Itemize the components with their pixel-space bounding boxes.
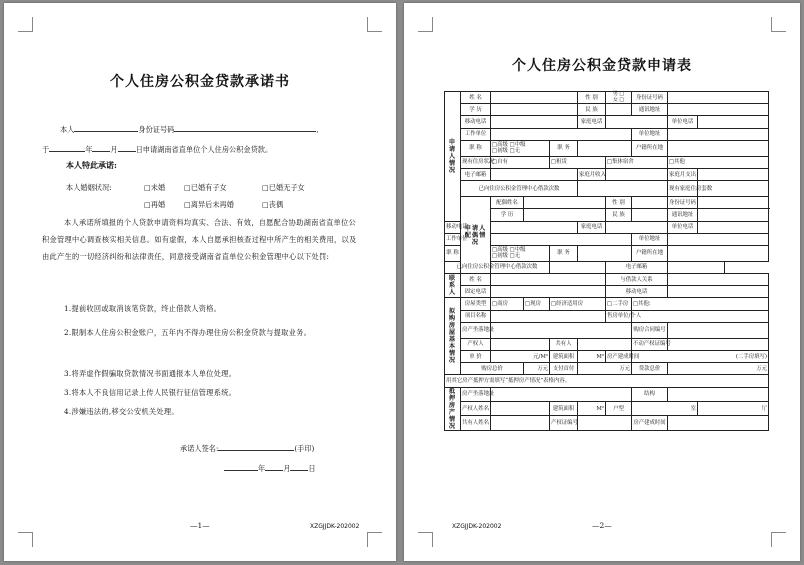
page-title: 个人住房公积金贷款申请表	[512, 58, 692, 74]
field-area[interactable]: M²	[578, 351, 606, 363]
signature-line	[180, 443, 314, 453]
label-price: 单 价	[461, 351, 491, 363]
field-position[interactable]: □高级 □中级 □初级 □无	[491, 140, 550, 156]
field-collateral-area[interactable]: M²	[578, 401, 606, 415]
field-seller[interactable]	[632, 310, 769, 322]
label-spouse-existing-loans: 已向住房公积金管理中心借款次数	[445, 261, 550, 273]
label-owner: 产权人	[461, 338, 491, 350]
collateral-note: 用其它房产抵押方需填写“抵押房产情况”表格内容。	[445, 375, 769, 387]
field-collateral-cert[interactable]	[578, 416, 632, 430]
label-spouse-gender: 性 别	[606, 197, 632, 209]
label-down: 支付首付	[550, 363, 578, 375]
crop-mark	[418, 532, 433, 547]
option-ready-house[interactable]: □现房	[524, 298, 550, 310]
label-education: 学 历	[461, 104, 491, 116]
page-application	[404, 3, 800, 561]
field-halls[interactable]: 厅	[698, 401, 769, 415]
label-contact-relation: 与借款人关系	[606, 274, 668, 286]
field-collateral-owner[interactable]	[491, 401, 550, 415]
field-education[interactable]	[491, 104, 578, 116]
field-location[interactable]	[491, 322, 632, 338]
field-owner[interactable]	[491, 338, 550, 350]
field-co-owner[interactable]	[578, 338, 632, 350]
option-other[interactable]: □其他	[668, 156, 769, 168]
commitment-paragraph: 本人承诺所填报的个人贷款申请资料均真实、合法、有效，自愿配合协助湖南省直单位公积金管理中心调查核实相关信息。如有虚假，本人自愿承担核查过程中所产生的相关费用，以及由此产生的一切经济纠纷和法律责任，同意接受湖南省直单位公积金管理中心以下处罚:	[42, 218, 357, 262]
label-spouse-employer: 工作单位	[445, 233, 461, 245]
marital-option: □再婚	[144, 200, 166, 209]
label-total: 购房总价	[461, 363, 524, 375]
month-blank	[265, 463, 283, 471]
field-spouse-mobile[interactable]	[491, 221, 578, 233]
field-spouse-gender[interactable]	[632, 197, 668, 209]
field-spouse-email[interactable]	[668, 261, 725, 273]
month-blank	[92, 144, 110, 152]
field-family-expense[interactable]	[698, 168, 769, 180]
label-mobile: 移动电话	[461, 116, 491, 128]
label-collateral-built: 房产建成时间	[632, 416, 668, 430]
label-collateral-co-owner: 共有人姓名	[461, 416, 491, 430]
field-built[interactable]: (二手房填写)	[632, 351, 769, 363]
field-spouse-mail-address[interactable]	[698, 209, 769, 221]
field-gender[interactable]: 男 □ 女 □	[606, 92, 632, 104]
label-gender: 性 别	[578, 92, 606, 104]
label-hukou: 户籍所在地	[632, 140, 668, 156]
label-employer: 工作单位	[461, 128, 491, 140]
field-spouse-ethnic[interactable]	[632, 209, 668, 221]
label-house-type: 房屋类型	[461, 298, 491, 310]
name-blank	[74, 124, 138, 132]
label: 月	[283, 464, 291, 473]
id-blank	[174, 124, 316, 132]
page-number: —2—	[592, 521, 612, 530]
field-work-phone[interactable]	[698, 116, 769, 128]
label-spouse-home-phone: 家庭电话	[578, 221, 606, 233]
label-built: 房产建成时间	[606, 351, 632, 363]
field-email[interactable]	[491, 168, 578, 180]
label: 年	[258, 464, 266, 473]
field-cert-no[interactable]	[668, 338, 769, 350]
field-down[interactable]: 万元	[578, 363, 632, 375]
label-spouse-id: 身份证号码	[668, 197, 698, 209]
field-structure[interactable]	[668, 387, 769, 401]
label-loan: 贷款总价	[632, 363, 668, 375]
application-form	[444, 91, 769, 431]
field-total[interactable]: 万元	[524, 363, 550, 375]
label-collateral-area: 建筑面积	[550, 401, 578, 415]
label-contact-phone: 固定电话	[461, 286, 491, 298]
field-spouse-employer[interactable]	[491, 233, 632, 245]
label-family-houses: 现有家庭住房套数	[668, 181, 698, 197]
label-location: 房产坐落地址	[461, 322, 491, 338]
field-family-income[interactable]	[606, 168, 668, 180]
label-collateral-location: 房产坐落地址	[461, 387, 491, 401]
option-owned[interactable]: □自有	[491, 156, 550, 168]
field-spouse-id[interactable]	[698, 197, 769, 209]
crop-mark	[367, 532, 382, 547]
label-employer-address: 单位地址	[632, 128, 668, 140]
penalty-item: 2.限制本人住房公积金账户，五年内不得办理住房公积金贷款与提取业务。	[64, 328, 312, 337]
label-mail-address: 通讯地址	[632, 104, 668, 116]
marital-option: □丧偶	[262, 200, 284, 209]
section-applicant: 申请人情况	[445, 92, 461, 222]
field-spouse-education[interactable]	[524, 209, 606, 221]
sign-date-line	[224, 463, 316, 473]
field-spouse-hukou[interactable]	[668, 245, 769, 261]
crop-mark	[418, 17, 433, 32]
label-home-phone: 家庭电话	[578, 116, 606, 128]
marital-label: 本人婚姻状况:	[66, 183, 112, 192]
label-contact-mobile: 移动电话	[606, 286, 668, 298]
field-spouse-position[interactable]: □高级 □中级 □初级 □无	[491, 245, 550, 261]
section-contact: 联系人	[445, 274, 461, 298]
field-spouse-employer-address[interactable]	[668, 233, 769, 245]
label-co-owner: 共有人	[550, 338, 578, 350]
field-collateral-location[interactable]	[491, 387, 632, 401]
label-duty: 职 务	[550, 140, 578, 156]
option-rent[interactable]: □租赁	[550, 156, 606, 168]
field-rooms[interactable]: 室	[632, 401, 698, 415]
label-spouse-work-phone: 单位电话	[668, 221, 698, 233]
crop-mark	[771, 17, 786, 32]
field-mail-address[interactable]	[668, 104, 769, 116]
marital-option: □离异后未再婚	[184, 200, 234, 209]
field-ethnic[interactable]	[606, 104, 632, 116]
label: 身份证号码	[138, 125, 175, 134]
label-email: 电子邮箱	[461, 168, 491, 180]
label-position: 职 称	[461, 140, 491, 156]
field-contact-phone[interactable]	[491, 286, 606, 298]
footer-code: XZGJJDK-202002	[310, 523, 360, 530]
label-spouse-mobile: 移动电话	[445, 221, 461, 233]
field-existing-loans[interactable]	[578, 181, 668, 197]
footer-code: XZGJJDK-202002	[452, 523, 502, 530]
label-spouse-education: 学 历	[491, 209, 524, 221]
crop-mark	[367, 17, 382, 32]
page-commitment	[4, 3, 396, 561]
label-project: 项目名称	[461, 310, 491, 322]
label-family-income: 家庭月收入	[578, 168, 606, 180]
option-second-hand[interactable]: □二手房	[606, 298, 632, 310]
special-heading: 本人特此承诺:	[66, 160, 117, 170]
label-collateral-owner: 产权人姓名	[461, 401, 491, 415]
field-home-phone[interactable]	[606, 116, 668, 128]
marital-option: □已婚有子女	[184, 183, 227, 192]
label: 本人	[60, 125, 75, 134]
label-spouse-duty: 职 务	[550, 245, 578, 261]
field-project[interactable]	[491, 310, 606, 322]
field-price[interactable]: 元/M²	[491, 351, 550, 363]
field-spouse-home-phone[interactable]	[606, 221, 668, 233]
field-contact-name[interactable]	[491, 274, 606, 286]
label-collateral-cert: 产权证编号	[550, 416, 578, 430]
penalty-item: 4.涉嫌违法的,移交公安机关处理。	[64, 407, 179, 416]
crop-mark	[18, 532, 33, 547]
year-blank	[49, 144, 85, 152]
section-spouse: 申请人配偶情况	[461, 197, 491, 274]
label: 年	[85, 145, 93, 154]
marital-option: □已婚无子女	[262, 183, 305, 192]
label: 日	[308, 464, 316, 473]
crop-mark	[18, 17, 33, 32]
label-spouse-mail-address: 通讯地址	[668, 209, 698, 221]
option-affordable[interactable]: □经济适用房	[550, 298, 606, 310]
label: 日申请湖南省直单位个人住房公积金贷款。	[135, 145, 273, 154]
crop-mark	[771, 532, 786, 547]
day-blank	[118, 144, 136, 152]
field-spouse-existing-loans[interactable]	[550, 261, 606, 273]
label-contact-name: 姓 名	[461, 274, 491, 286]
field-contact-mobile[interactable]	[668, 286, 769, 298]
field-spouse-name[interactable]	[524, 197, 606, 209]
label-seller: 售房单位/个人	[606, 310, 632, 322]
day-blank	[290, 463, 308, 471]
label-cert-no: 不动产权证编号	[632, 338, 668, 350]
field-collateral-built[interactable]	[668, 416, 769, 430]
year-blank	[224, 463, 258, 471]
page-number: —1—	[190, 521, 210, 530]
field-spouse-duty[interactable]	[578, 245, 632, 261]
label: 承诺人签名:	[180, 444, 219, 453]
label-id: 身份证号码	[632, 92, 668, 104]
field-mobile[interactable]	[491, 116, 578, 128]
label-spouse-position: 职 称	[445, 245, 461, 261]
penalty-item: 1.提前收回或取消该笔贷款，终止借款人资格。	[64, 304, 222, 313]
label-spouse-ethnic: 民 族	[606, 209, 632, 221]
field-loan[interactable]: 万元	[668, 363, 769, 375]
label-ethnic: 民 族	[578, 104, 606, 116]
label-work-phone: 单位电话	[668, 116, 698, 128]
field-spouse-work-phone[interactable]	[698, 221, 769, 233]
page-title: 个人住房公积金贷款承诺书	[110, 74, 290, 90]
applicant-line: 本人 身份证号码 ,	[60, 125, 319, 134]
label: 月	[110, 145, 118, 154]
label-name: 姓 名	[461, 92, 491, 104]
date-line	[42, 144, 272, 154]
field-contract[interactable]	[668, 322, 769, 338]
label-house-layout: 户型	[606, 401, 632, 415]
field-hukou[interactable]	[668, 140, 769, 156]
label-spouse-name: 配偶姓名	[491, 197, 524, 209]
field-employer-address[interactable]	[668, 128, 769, 140]
label-family-expense: 家庭月支出	[668, 168, 698, 180]
label-spouse-email: 电子邮箱	[606, 261, 668, 273]
field-duty[interactable]	[578, 140, 632, 156]
label: (手印)	[294, 444, 315, 453]
signature-blank	[218, 443, 294, 451]
field-collateral-co-owner[interactable]	[491, 416, 550, 430]
label-existing-loans: 已向住房公积金管理中心借款次数	[461, 181, 578, 197]
label-spouse-employer-address: 单位地址	[632, 233, 668, 245]
option-dorm[interactable]: □集体宿舍	[606, 156, 668, 168]
label-structure: 结构	[632, 387, 668, 401]
section-collateral: 抵押房产情况	[445, 387, 461, 430]
penalty-item: 3.将本人不良信用记录上传人民银行征信管理系统。	[64, 388, 237, 397]
label-area: 建筑面积	[550, 351, 578, 363]
marital-option: □未婚	[144, 183, 166, 192]
label: 于	[42, 145, 50, 154]
section-housing: 拟购房屋基本情况	[445, 298, 461, 375]
label-spouse-hukou: 户籍所在地	[632, 245, 668, 261]
field-name[interactable]	[491, 92, 578, 104]
penalty-item: 3.将弄虚作假骗取贷款情况书面通报本人单位处理。	[64, 369, 237, 378]
option-other-type[interactable]: □其他:	[632, 298, 769, 310]
option-new-house[interactable]: □商房	[491, 298, 524, 310]
field-id[interactable]	[668, 92, 769, 104]
label-residence: 现有住房状况	[461, 156, 491, 168]
field-contact-relation[interactable]	[668, 274, 769, 286]
field-employer[interactable]	[491, 128, 632, 140]
label-contract: 购房合同编号	[632, 322, 668, 338]
